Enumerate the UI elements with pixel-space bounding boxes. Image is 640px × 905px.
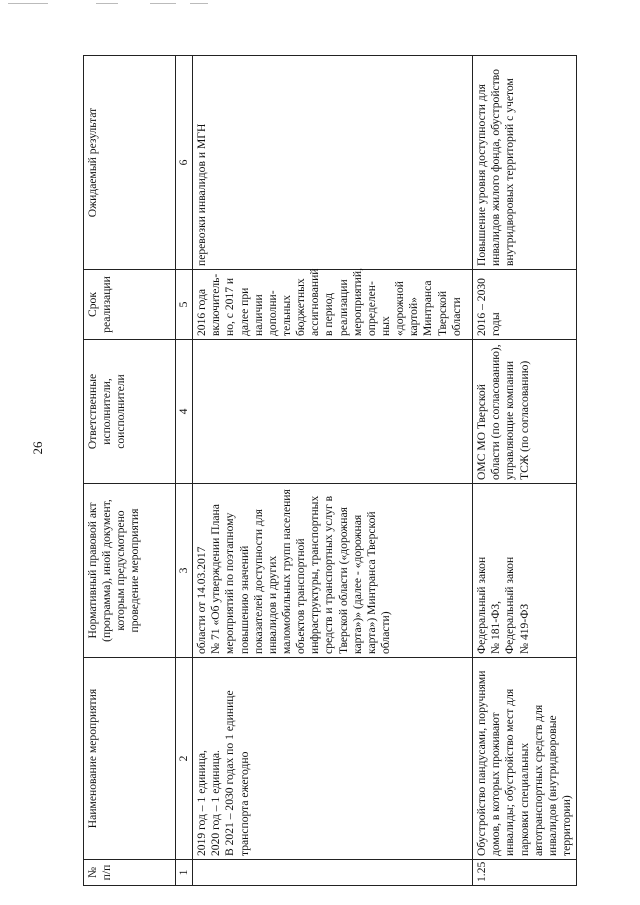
cell-no: 1.25 xyxy=(473,860,577,886)
cell-name: Обустройство пандусами, поручнями домов, в которых проживают инвалиды; обустройство мест для парковки специальных автотранспортных средств для инвалидов (внутридворовые территории) xyxy=(473,658,577,860)
col-index: 6 xyxy=(176,56,193,270)
header-name: Наименование мероприятия xyxy=(84,658,176,860)
col-index: 3 xyxy=(176,484,193,658)
col-index: 1 xyxy=(176,860,193,886)
measures-table xyxy=(83,55,577,886)
col-index: 5 xyxy=(176,270,193,340)
cell-executors: ОМС МО Тверской области (по согласованию), управляющие компании ТСЖ (по согласованию) xyxy=(473,340,577,484)
cell-executors xyxy=(193,340,473,484)
table-header-row xyxy=(84,56,176,886)
cell-act: Федеральный закон № 181-ФЗ, Федеральный закон № 419-ФЗ xyxy=(473,484,577,658)
header-no: № п/п xyxy=(84,860,176,886)
cell-name: 2019 год – 1 единица, 2020 год – 1 единица. В 2021 – 2030 годах по 1 единице транспорта ежегодно xyxy=(193,658,473,860)
header-act: Нормативный правовой акт (программа), иной документ, которым предусмотрено проведение мероприятия xyxy=(84,484,176,658)
col-index: 4 xyxy=(176,340,193,484)
page-number: 26 xyxy=(30,441,45,455)
column-index-row xyxy=(176,56,193,886)
cell-result: перевозки инвалидов и МГН xyxy=(193,56,473,270)
cell-result: Повышение уровня доступности для инвалидов жилого фонда, обустройство внутридворовых территорий с учетом xyxy=(473,56,577,270)
cell-no xyxy=(193,860,473,886)
header-term: Срок реализации xyxy=(84,270,176,340)
cell-term: 2016 года включитель-но, с 2017 и далее при наличии дополни-тельных бюджетных ассигнований в период реализации мероприятий, определен-ных «дорожной картой» Минтранса Тверской области xyxy=(193,270,473,340)
table-row xyxy=(473,56,577,886)
cell-term: 2016 – 2030 годы xyxy=(473,270,577,340)
rotated-table-container xyxy=(83,56,577,886)
header-result: Ожидаемый результат xyxy=(84,56,176,270)
cell-act: области от 14.03.2017 № 71 «Об утверждении Плана мероприятий по поэтапному повышению значений показателей доступности для инвалидов и других маломобильных групп населения объектов транспортной инфраструктуры, транспортных средств и транспортных услуг в Тверской области («дорожная карта»)» (далее - «дорожная карта») Минтранса Тверской области) xyxy=(193,484,473,658)
table-row xyxy=(193,56,473,886)
header-executors: Ответственные исполнители, соисполнители xyxy=(84,340,176,484)
scan-edge-marks xyxy=(0,0,640,10)
col-index: 2 xyxy=(176,658,193,860)
